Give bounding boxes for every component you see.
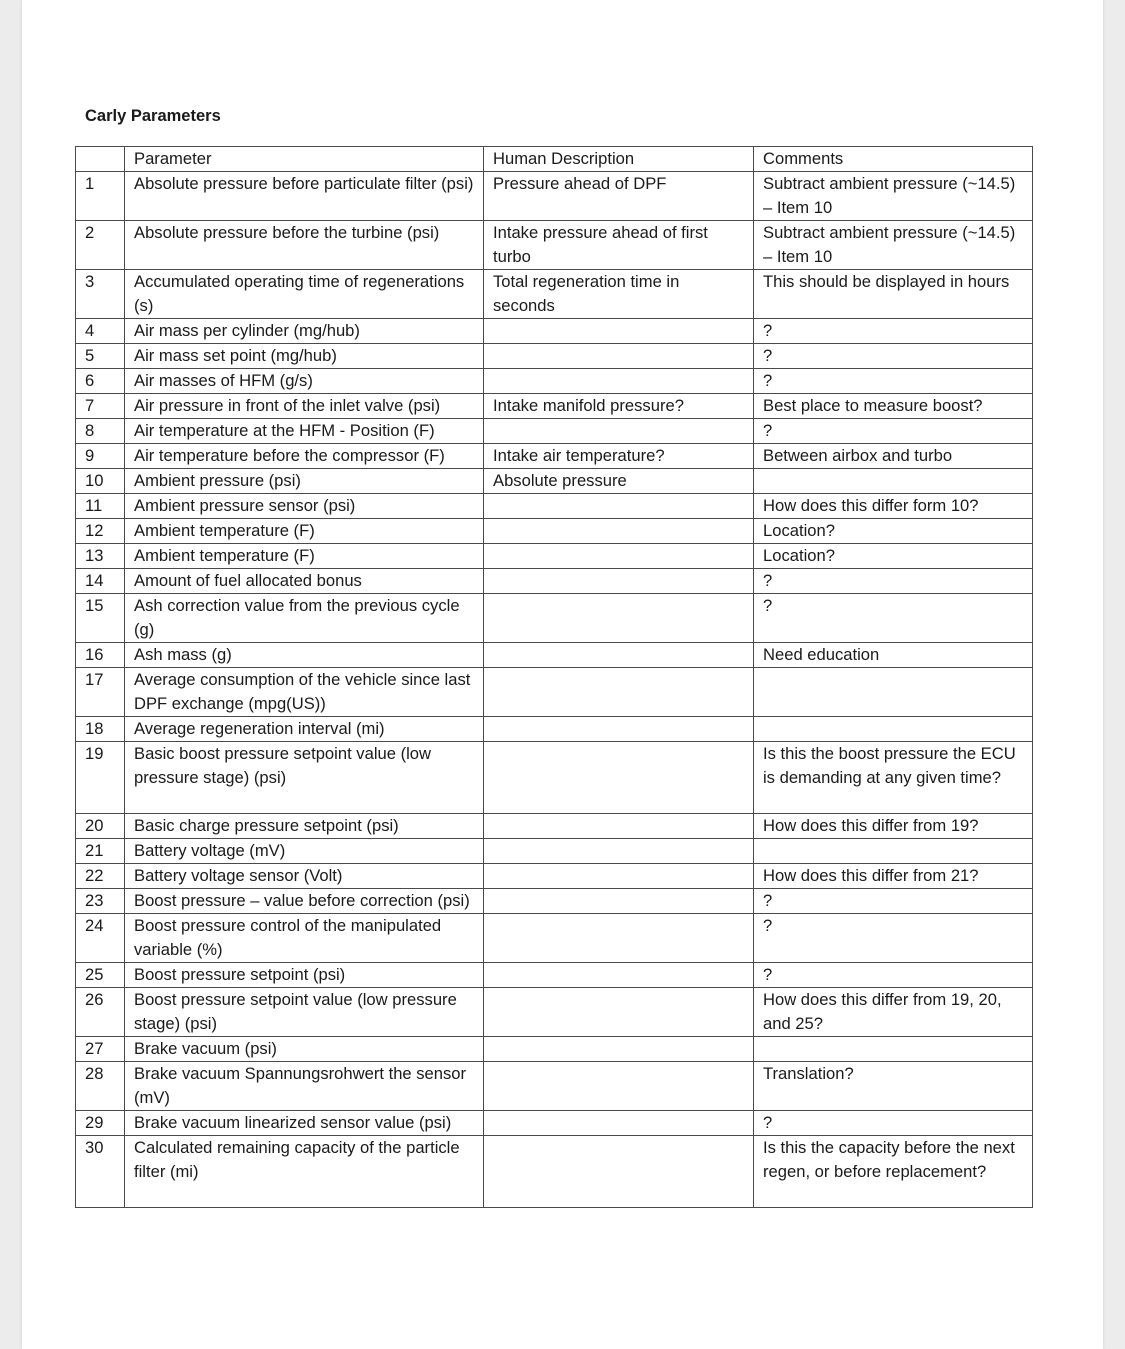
comments-cell: ? (754, 889, 1033, 914)
human-description-cell: Absolute pressure (484, 469, 754, 494)
table-row (76, 344, 1033, 369)
comments-cell: How does this differ from 21? (754, 864, 1033, 889)
parameter-cell: Brake vacuum Spannungsrohwert the sensor (mV) (125, 1062, 484, 1111)
row-number: 4 (76, 319, 125, 344)
human-description-cell: Intake pressure ahead of first turbo (484, 221, 754, 270)
comments-cell: Between airbox and turbo (754, 444, 1033, 469)
comments-cell (754, 717, 1033, 742)
table-row (76, 988, 1033, 1037)
row-number: 9 (76, 444, 125, 469)
table-row (76, 1111, 1033, 1136)
table-row (76, 369, 1033, 394)
row-number: 23 (76, 889, 125, 914)
table-row (76, 742, 1033, 814)
human-description-cell (484, 1062, 754, 1111)
human-description-cell (484, 717, 754, 742)
header-num (76, 147, 125, 172)
comments-cell: Is this the capacity before the next regen, or before replacement? (754, 1136, 1033, 1208)
comments-cell: Subtract ambient pressure (~14.5) – Item 10 (754, 172, 1033, 221)
comments-cell: This should be displayed in hours (754, 270, 1033, 319)
human-description-cell (484, 319, 754, 344)
comments-cell: ? (754, 594, 1033, 643)
parameter-cell: Air masses of HFM (g/s) (125, 369, 484, 394)
human-description-cell (484, 643, 754, 668)
table-row (76, 569, 1033, 594)
human-description-cell: Intake air temperature? (484, 444, 754, 469)
human-description-cell: Pressure ahead of DPF (484, 172, 754, 221)
row-number: 20 (76, 814, 125, 839)
parameter-cell: Calculated remaining capacity of the particle filter (mi) (125, 1136, 484, 1208)
human-description-cell (484, 814, 754, 839)
table-row (76, 494, 1033, 519)
table-row (76, 221, 1033, 270)
parameter-cell: Air pressure in front of the inlet valve (psi) (125, 394, 484, 419)
table-row (76, 519, 1033, 544)
table-row (76, 444, 1033, 469)
parameters-table (75, 146, 1033, 1208)
comments-cell: ? (754, 419, 1033, 444)
parameter-cell: Basic boost pressure setpoint value (low pressure stage) (psi) (125, 742, 484, 814)
human-description-cell (484, 1111, 754, 1136)
comments-cell: Need education (754, 643, 1033, 668)
comments-cell: ? (754, 369, 1033, 394)
row-number: 19 (76, 742, 125, 814)
human-description-cell (484, 668, 754, 717)
human-description-cell (484, 1136, 754, 1208)
parameter-cell: Average regeneration interval (mi) (125, 717, 484, 742)
row-number: 15 (76, 594, 125, 643)
human-description-cell (484, 1037, 754, 1062)
comments-cell (754, 839, 1033, 864)
row-number: 29 (76, 1111, 125, 1136)
comments-cell: Best place to measure boost? (754, 394, 1033, 419)
comments-cell: Is this the boost pressure the ECU is demanding at any given time? (754, 742, 1033, 814)
row-number: 25 (76, 963, 125, 988)
table-row (76, 319, 1033, 344)
human-description-cell (484, 864, 754, 889)
parameter-cell: Battery voltage (mV) (125, 839, 484, 864)
table-row (76, 594, 1033, 643)
row-number: 8 (76, 419, 125, 444)
row-number: 26 (76, 988, 125, 1037)
row-number: 6 (76, 369, 125, 394)
parameter-cell: Accumulated operating time of regenerations (s) (125, 270, 484, 319)
header-parameter: Parameter (125, 147, 484, 172)
comments-cell: ? (754, 569, 1033, 594)
header-human-description: Human Description (484, 147, 754, 172)
row-number: 17 (76, 668, 125, 717)
row-number: 1 (76, 172, 125, 221)
comments-cell: ? (754, 914, 1033, 963)
comments-cell: Location? (754, 544, 1033, 569)
document-title: Carly Parameters (85, 107, 221, 125)
parameter-cell: Absolute pressure before particulate filter (psi) (125, 172, 484, 221)
table-row (76, 1062, 1033, 1111)
parameter-cell: Amount of fuel allocated bonus (125, 569, 484, 594)
table-row (76, 717, 1033, 742)
table-row (76, 394, 1033, 419)
row-number: 27 (76, 1037, 125, 1062)
comments-cell: ? (754, 963, 1033, 988)
table-row (76, 839, 1033, 864)
header-comments: Comments (754, 147, 1033, 172)
parameter-cell: Battery voltage sensor (Volt) (125, 864, 484, 889)
comments-cell (754, 1037, 1033, 1062)
row-number: 18 (76, 717, 125, 742)
parameter-cell: Air mass per cylinder (mg/hub) (125, 319, 484, 344)
row-number: 21 (76, 839, 125, 864)
human-description-cell (484, 419, 754, 444)
document-page (22, 0, 1103, 1349)
comments-cell: Subtract ambient pressure (~14.5) – Item 10 (754, 221, 1033, 270)
table-row (76, 864, 1033, 889)
comments-cell: How does this differ from 19, 20, and 25? (754, 988, 1033, 1037)
parameter-cell: Average consumption of the vehicle since last DPF exchange (mpg(US)) (125, 668, 484, 717)
row-number: 3 (76, 270, 125, 319)
comments-cell: How does this differ form 10? (754, 494, 1033, 519)
human-description-cell (484, 839, 754, 864)
table-row (76, 668, 1033, 717)
comments-cell (754, 668, 1033, 717)
human-description-cell (484, 519, 754, 544)
table-row (76, 963, 1033, 988)
row-number: 14 (76, 569, 125, 594)
parameter-cell: Boost pressure setpoint (psi) (125, 963, 484, 988)
table-row (76, 889, 1033, 914)
human-description-cell (484, 544, 754, 569)
human-description-cell (484, 594, 754, 643)
parameter-cell: Basic charge pressure setpoint (psi) (125, 814, 484, 839)
row-number: 12 (76, 519, 125, 544)
parameter-cell: Brake vacuum (psi) (125, 1037, 484, 1062)
parameter-cell: Ambient temperature (F) (125, 519, 484, 544)
table-row (76, 814, 1033, 839)
human-description-cell (484, 914, 754, 963)
row-number: 16 (76, 643, 125, 668)
comments-cell: ? (754, 344, 1033, 369)
human-description-cell (484, 963, 754, 988)
comments-cell: Translation? (754, 1062, 1033, 1111)
row-number: 22 (76, 864, 125, 889)
table-row (76, 172, 1033, 221)
row-number: 5 (76, 344, 125, 369)
human-description-cell (484, 569, 754, 594)
parameter-cell: Boost pressure setpoint value (low pressure stage) (psi) (125, 988, 484, 1037)
parameter-cell: Boost pressure control of the manipulated variable (%) (125, 914, 484, 963)
row-number: 10 (76, 469, 125, 494)
human-description-cell (484, 988, 754, 1037)
human-description-cell (484, 369, 754, 394)
row-number: 11 (76, 494, 125, 519)
human-description-cell (484, 344, 754, 369)
table-row (76, 270, 1033, 319)
table-row (76, 643, 1033, 668)
human-description-cell (484, 742, 754, 814)
table-row (76, 1037, 1033, 1062)
row-number: 24 (76, 914, 125, 963)
parameter-cell: Boost pressure – value before correction (psi) (125, 889, 484, 914)
parameter-cell: Ash mass (g) (125, 643, 484, 668)
parameter-cell: Ambient pressure (psi) (125, 469, 484, 494)
table-row (76, 419, 1033, 444)
comments-cell: ? (754, 319, 1033, 344)
parameter-cell: Air temperature before the compressor (F) (125, 444, 484, 469)
parameter-cell: Ambient pressure sensor (psi) (125, 494, 484, 519)
table-row (76, 914, 1033, 963)
table-header-row (76, 147, 1033, 172)
row-number: 28 (76, 1062, 125, 1111)
table-row (76, 1136, 1033, 1208)
parameter-cell: Ambient temperature (F) (125, 544, 484, 569)
table-row (76, 544, 1033, 569)
parameter-cell: Absolute pressure before the turbine (psi) (125, 221, 484, 270)
comments-cell (754, 469, 1033, 494)
human-description-cell: Intake manifold pressure? (484, 394, 754, 419)
human-description-cell: Total regeneration time in seconds (484, 270, 754, 319)
table-row (76, 469, 1033, 494)
parameter-cell: Ash correction value from the previous cycle (g) (125, 594, 484, 643)
comments-cell: Location? (754, 519, 1033, 544)
parameter-cell: Brake vacuum linearized sensor value (psi) (125, 1111, 484, 1136)
parameter-cell: Air temperature at the HFM - Position (F) (125, 419, 484, 444)
comments-cell: How does this differ from 19? (754, 814, 1033, 839)
row-number: 2 (76, 221, 125, 270)
human-description-cell (484, 889, 754, 914)
row-number: 30 (76, 1136, 125, 1208)
comments-cell: ? (754, 1111, 1033, 1136)
row-number: 13 (76, 544, 125, 569)
human-description-cell (484, 494, 754, 519)
row-number: 7 (76, 394, 125, 419)
parameter-cell: Air mass set point (mg/hub) (125, 344, 484, 369)
